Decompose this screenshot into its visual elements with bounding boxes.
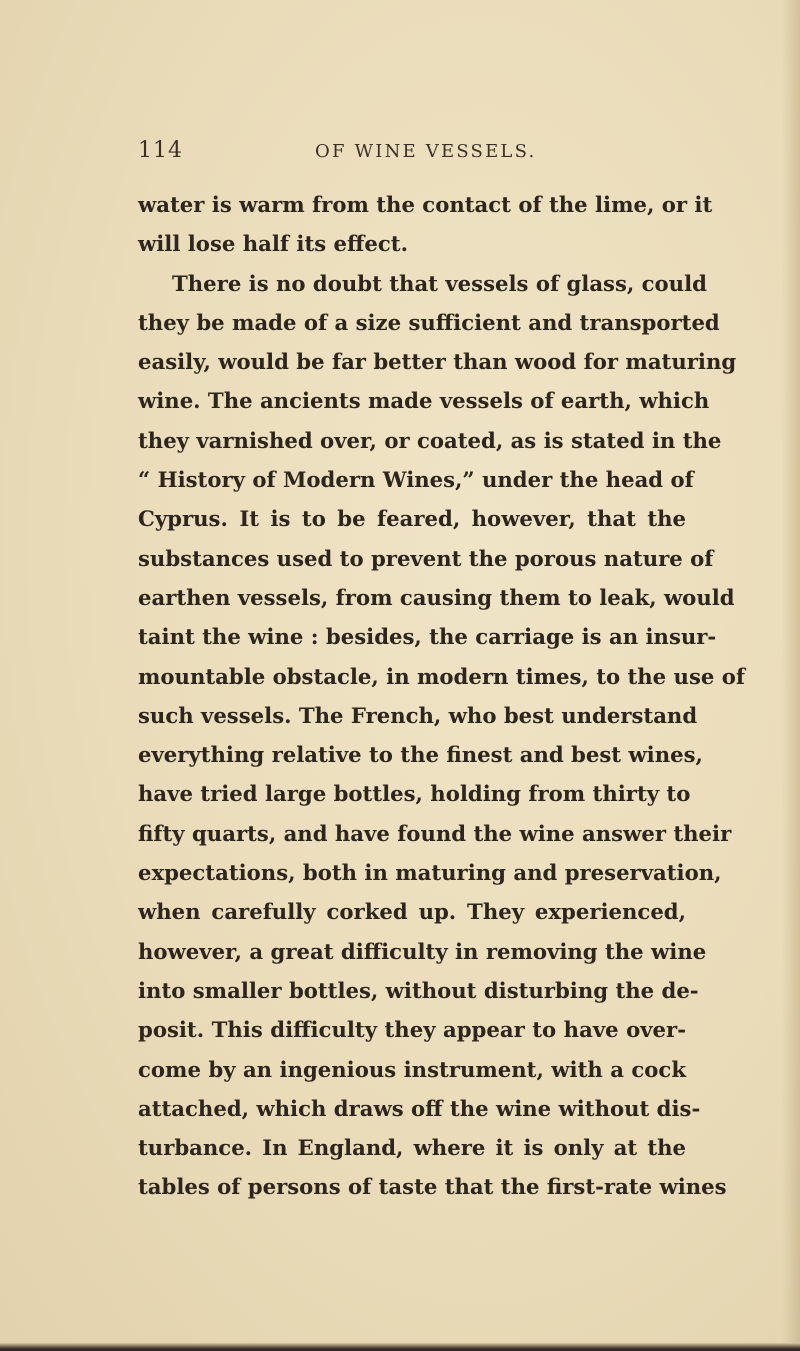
text-line: attached, which draws off the wine without dis-: [138, 1095, 701, 1121]
text-line: expectations, both in maturing and preservation,: [138, 860, 722, 886]
text-line: earthen vessels, from causing them to leak, would: [138, 584, 735, 610]
text-line: taint the wine : besides, the carriage is an insur-: [138, 624, 717, 650]
running-title: OF WINE VESSELS.: [315, 141, 537, 162]
text-line: mountable obstacle, in modern times, to the use of: [138, 663, 745, 689]
text-line: have tried large bottles, holding from thirty to: [138, 781, 691, 807]
text-line: turbance. In England, where it is only at the: [138, 1135, 686, 1161]
page-number: 114: [138, 138, 183, 163]
text-line: everything relative to the finest and best wines,: [138, 742, 703, 768]
text-line: wine. The ancients made vessels of earth, which: [138, 388, 710, 414]
text-line: water is warm from the contact of the lime, or it: [138, 192, 713, 217]
page-bottom-edge: [0, 1343, 800, 1351]
text-line: fifty quarts, and have found the wine answer their: [138, 820, 732, 846]
page-header: [0, 138, 800, 168]
text-line: such vessels. The French, who best understand: [138, 702, 698, 728]
text-line: when carefully corked up. They experienced,: [138, 899, 686, 925]
text-line: easily, would be far better than wood for maturing: [138, 349, 737, 375]
text-line: will lose half its effect.: [138, 231, 408, 257]
page-edge-shadow: [782, 0, 800, 1351]
body-text: [138, 185, 745, 1207]
text-line: tables of persons of taste that the first-rate wines: [138, 1174, 727, 1200]
text-line: they varnished over, or coated, as is stated in the: [138, 427, 722, 453]
text-line: into smaller bottles, without disturbing the de-: [138, 977, 699, 1003]
text-line: There is no doubt that vessels of glass, could: [172, 270, 707, 296]
text-line: substances used to prevent the porous nature of: [138, 545, 714, 571]
text-line: posit. This difficulty they appear to have over-: [138, 1017, 686, 1043]
text-line: Cyprus. It is to be feared, however, that the: [138, 506, 686, 532]
text-line: come by an ingenious instrument, with a cock: [138, 1056, 686, 1082]
text-line: however, a great difficulty in removing the wine: [138, 938, 707, 964]
text-line: they be made of a size sufficient and transported: [138, 309, 720, 335]
text-line: “ History of Modern Wines,” under the head of: [138, 467, 694, 493]
